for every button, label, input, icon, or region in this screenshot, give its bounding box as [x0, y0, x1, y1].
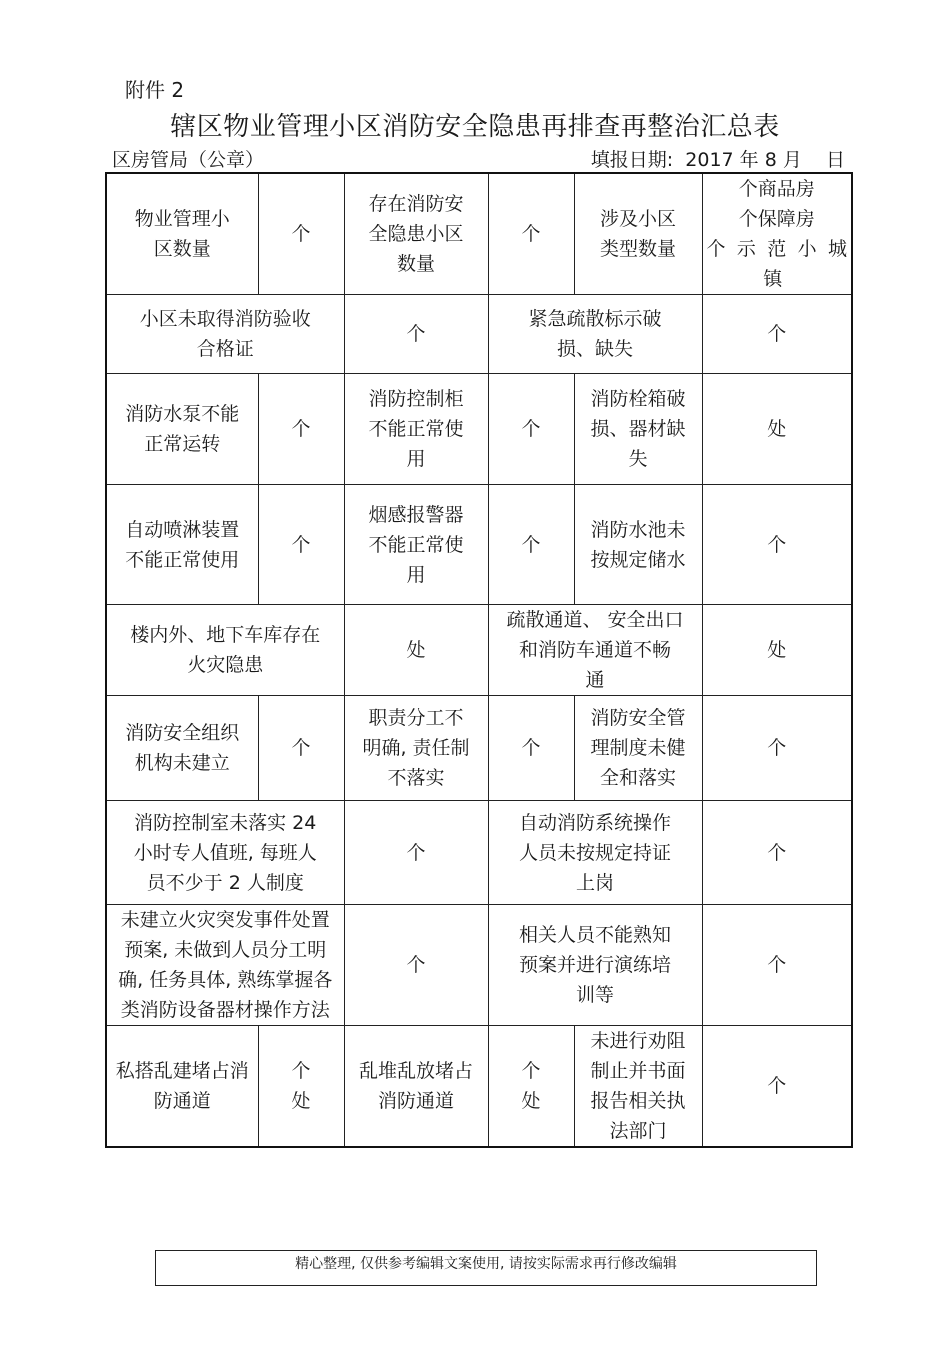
- table-cell: 消防水泵不能 正常运转: [106, 374, 258, 485]
- table-row: [106, 295, 852, 374]
- document-title: 辖区物业管理小区消防安全隐患再排查再整治汇总表: [170, 112, 780, 142]
- table-cell: 消防安全管 理制度未健 全和落实: [574, 696, 702, 801]
- count-cell[interactable]: 个 处: [258, 1026, 344, 1148]
- count-cell[interactable]: 个: [258, 485, 344, 605]
- table-cell: 自动喷淋装置 不能正常使用: [106, 485, 258, 605]
- community-types-cell[interactable]: 个商品房 个保障房 个 示 范 小 城 镇: [702, 173, 852, 295]
- table-row: [106, 801, 852, 905]
- table-cell: 消防水池未 按规定储水: [574, 485, 702, 605]
- count-cell[interactable]: 个: [702, 1026, 852, 1148]
- count-cell[interactable]: 个: [488, 485, 574, 605]
- count-cell[interactable]: 个: [702, 295, 852, 374]
- summary-table: [105, 172, 853, 1148]
- table-cell: 疏散通道、 安全出口 和消防车通道不畅 通: [488, 605, 702, 696]
- date-label: 填报日期: 2017 年 8 月 日: [590, 149, 845, 171]
- table-cell: 相关人员不能熟知 预案并进行演练培 训等: [488, 905, 702, 1026]
- table-row: [106, 374, 852, 485]
- count-cell[interactable]: 个: [258, 696, 344, 801]
- bureau-label: 区房管局（公章）: [112, 149, 265, 171]
- count-cell[interactable]: 个: [702, 905, 852, 1026]
- count-cell[interactable]: 个: [258, 173, 344, 295]
- count-cell[interactable]: 个: [702, 485, 852, 605]
- table-cell: 自动消防系统操作 人员未按规定持证 上岗: [488, 801, 702, 905]
- footer-note: 精心整理, 仅供参考编辑文案使用, 请按实际需求再行修改编辑: [155, 1250, 817, 1286]
- table-row: [106, 605, 852, 696]
- table-cell: 消防控制柜 不能正常使 用: [344, 374, 488, 485]
- count-cell[interactable]: 个: [488, 696, 574, 801]
- attachment-label: 附件 2: [125, 78, 185, 102]
- table-row: [106, 905, 852, 1026]
- table-row: [106, 696, 852, 801]
- table-cell: 涉及小区 类型数量: [574, 173, 702, 295]
- table-cell: 紧急疏散标示破 损、缺失: [488, 295, 702, 374]
- table-cell: 私搭乱建堵占消 防通道: [106, 1026, 258, 1148]
- table-cell: 消防安全组织 机构未建立: [106, 696, 258, 801]
- table-cell: 未建立火灾突发事件处置 预案, 未做到人员分工明 确, 任务具体, 熟练掌握各 类消防设备器材操作方法: [106, 905, 344, 1026]
- table-cell: 职责分工不 明确, 责任制 不落实: [344, 696, 488, 801]
- count-cell[interactable]: 个: [488, 374, 574, 485]
- table-row: [106, 1026, 852, 1148]
- table-row: [106, 173, 852, 295]
- table-cell: 楼内外、地下车库存在 火灾隐患: [106, 605, 344, 696]
- count-cell[interactable]: 处: [702, 605, 852, 696]
- count-cell[interactable]: 个: [344, 801, 488, 905]
- count-cell[interactable]: 个: [702, 801, 852, 905]
- count-cell[interactable]: 个: [344, 905, 488, 1026]
- table-cell: 烟感报警器 不能正常使 用: [344, 485, 488, 605]
- count-cell[interactable]: 处: [344, 605, 488, 696]
- table-cell: 消防控制室未落实 24 小时专人值班, 每班人 员不少于 2 人制度: [106, 801, 344, 905]
- count-cell[interactable]: 处: [702, 374, 852, 485]
- table-cell: 小区未取得消防验收 合格证: [106, 295, 344, 374]
- table-cell: 未进行劝阻 制止并书面 报告相关执 法部门: [574, 1026, 702, 1148]
- table-cell: 乱堆乱放堵占 消防通道: [344, 1026, 488, 1148]
- table-row: [106, 485, 852, 605]
- table-cell: 消防栓箱破 损、器材缺 失: [574, 374, 702, 485]
- count-cell[interactable]: 个: [488, 173, 574, 295]
- count-cell[interactable]: 个: [258, 374, 344, 485]
- count-cell[interactable]: 个 处: [488, 1026, 574, 1148]
- table-cell: 物业管理小 区数量: [106, 173, 258, 295]
- count-cell[interactable]: 个: [702, 696, 852, 801]
- count-cell[interactable]: 个: [344, 295, 488, 374]
- table-cell: 存在消防安 全隐患小区 数量: [344, 173, 488, 295]
